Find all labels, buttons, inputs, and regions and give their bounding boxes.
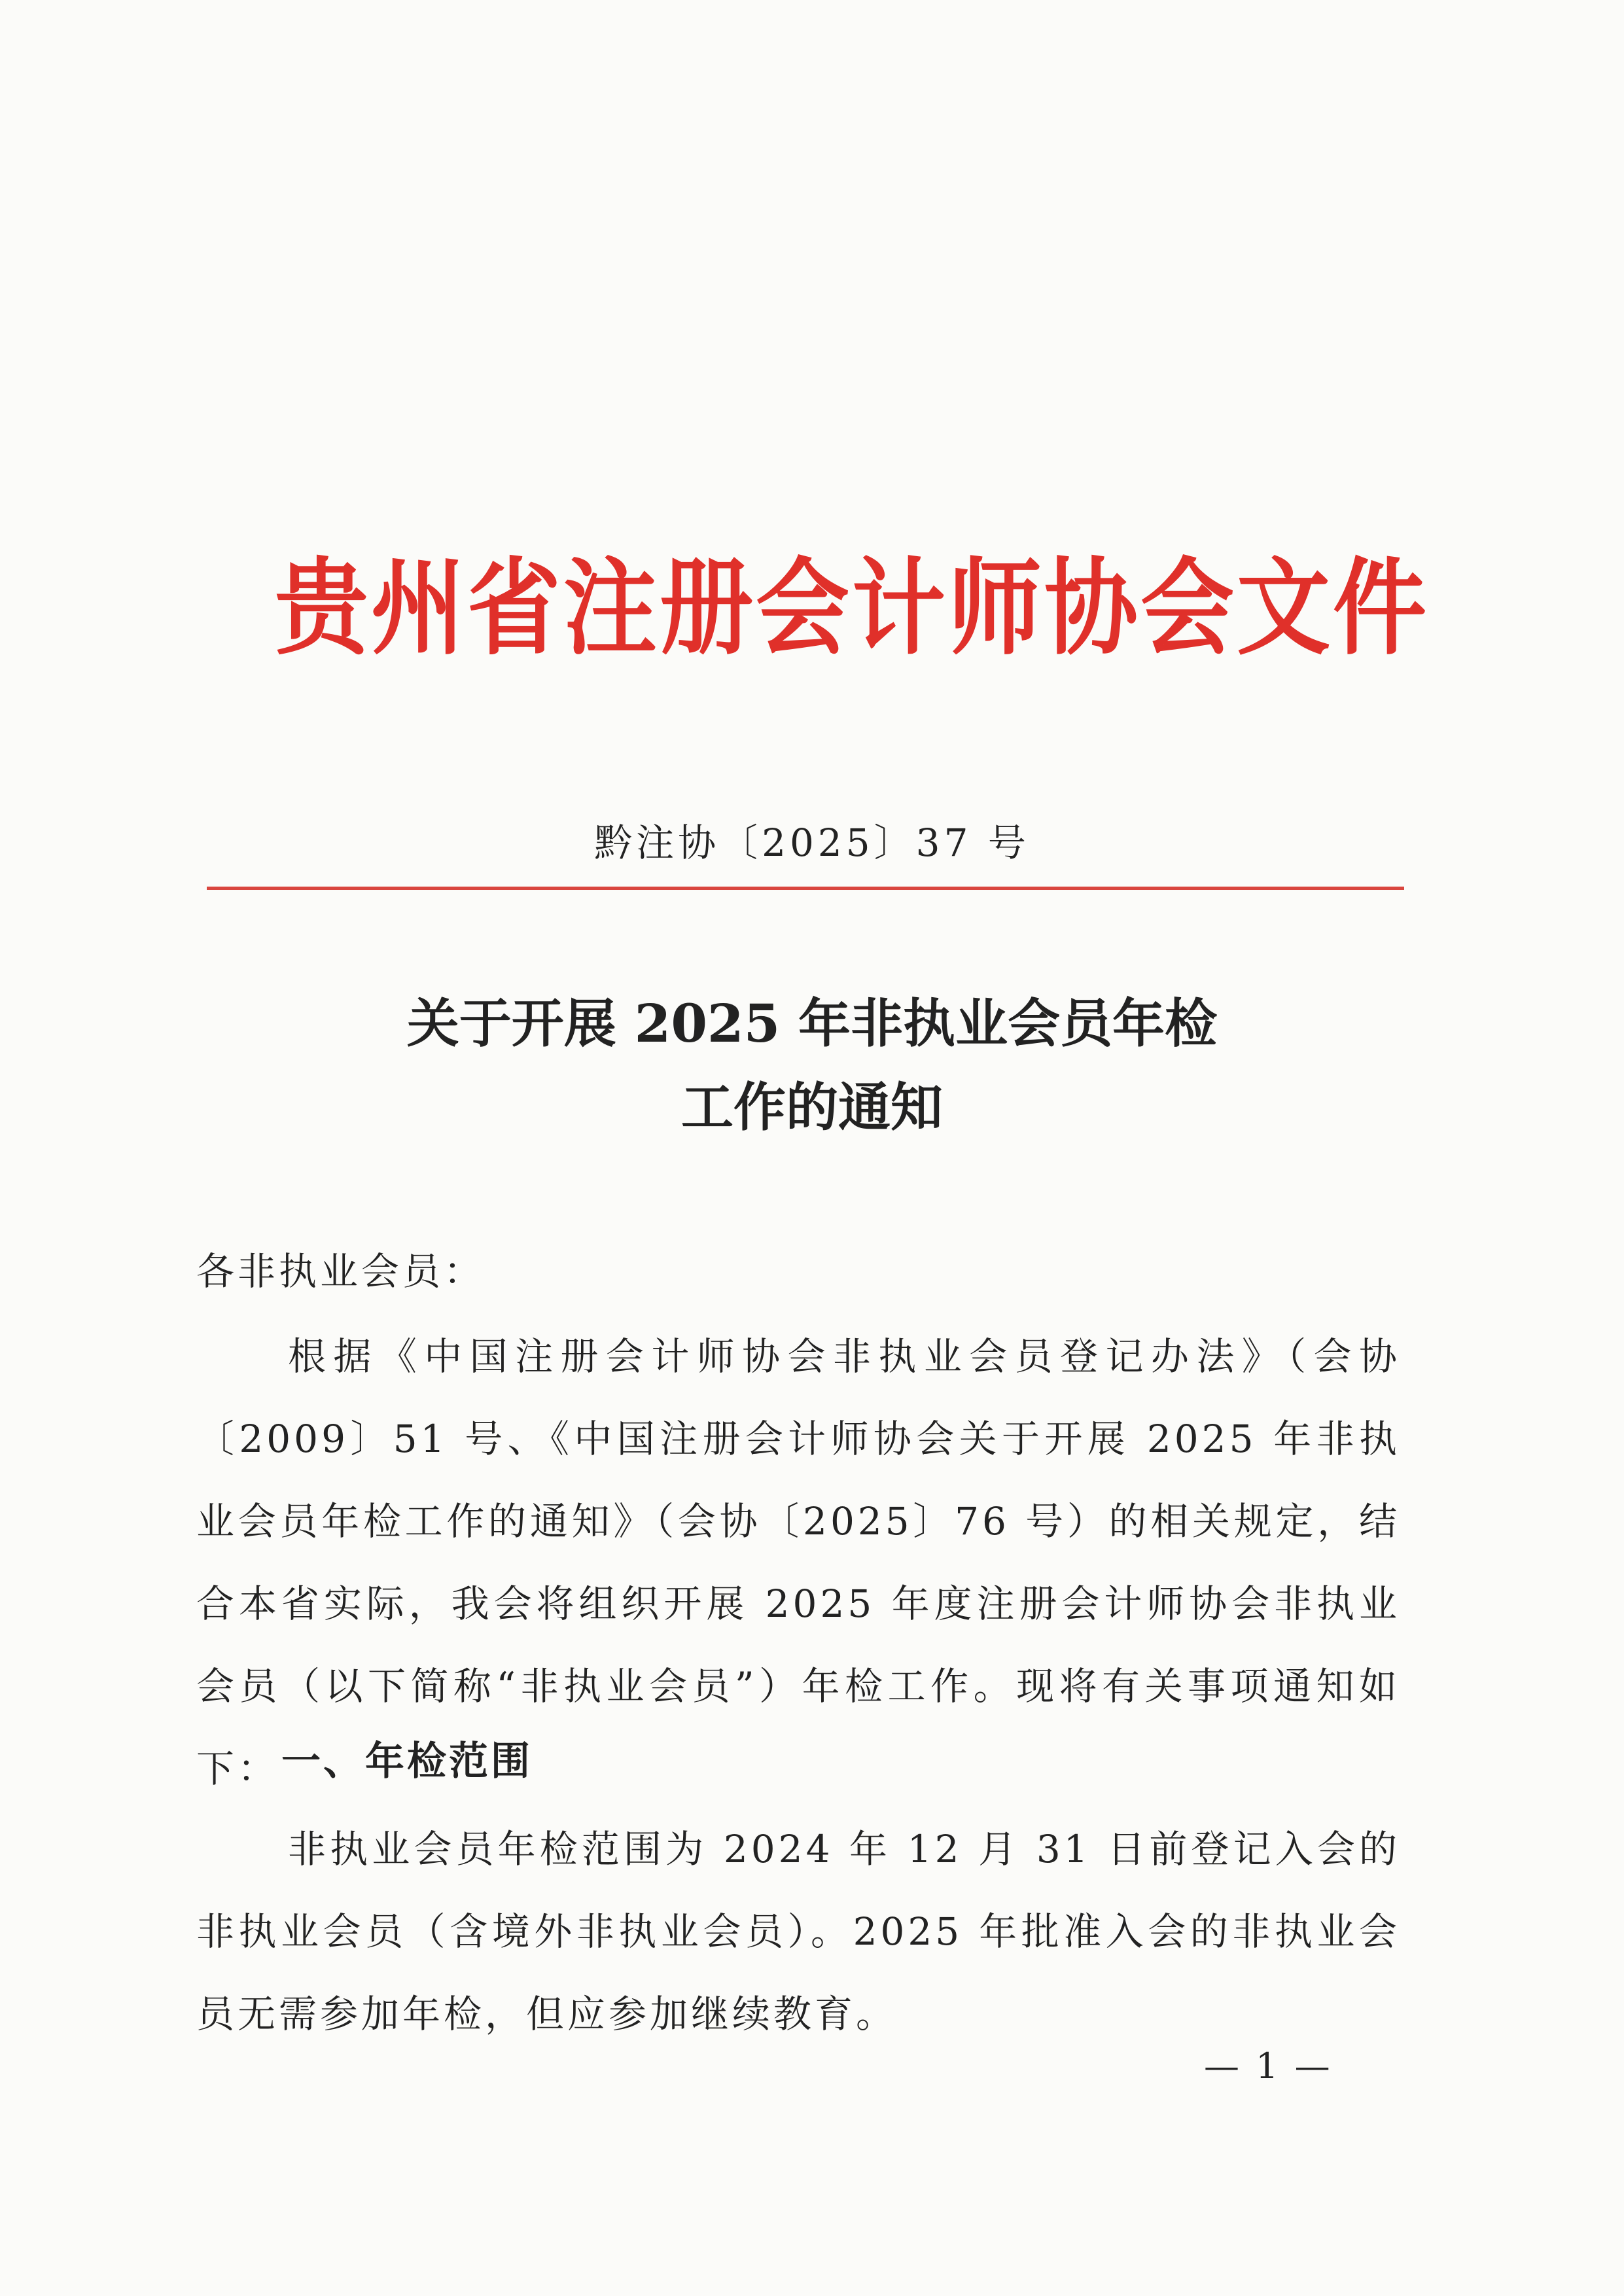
red-divider-line (207, 887, 1404, 890)
page-number: — 1 — (1204, 2045, 1333, 2087)
notice-title (0, 981, 1624, 1149)
paragraph-scope: 非执业会员年检范围为 2024 年 12 月 31 日前登记入会的非执业会员（含境外非执业会员）。2025 年批准入会的非执业会员无需参加年检，但应参加继续教育。 (196, 1827, 1400, 2036)
issuer-title: 贵州省注册会计师协会文件 (275, 546, 1429, 669)
document-number: 黔注协〔2025〕37 号 (594, 821, 1030, 865)
notice-title-line-1: 关于开展 2025 年非执业会员年检 (406, 993, 1218, 1054)
section-heading-scope: 一、年检范围 (281, 1739, 533, 1784)
notice-title-line-2: 工作的通知 (681, 1076, 943, 1138)
paragraph-intro: 根据《中国注册会计师协会非执业会员登记办法》（会协〔2009〕51 号、《中国注册会计师协会关于开展 2025 年非执业会员年检工作的通知》（会协〔2025〕76 号）的相关规定，结合本省实际，我会将组织开展 2025 年度注册会计师协会非执业会员（以下简称“非执业会员”）年检工作。现将有关事项通知如下： (196, 1334, 1400, 1791)
salutation: 各非执业会员： (196, 1249, 485, 1294)
